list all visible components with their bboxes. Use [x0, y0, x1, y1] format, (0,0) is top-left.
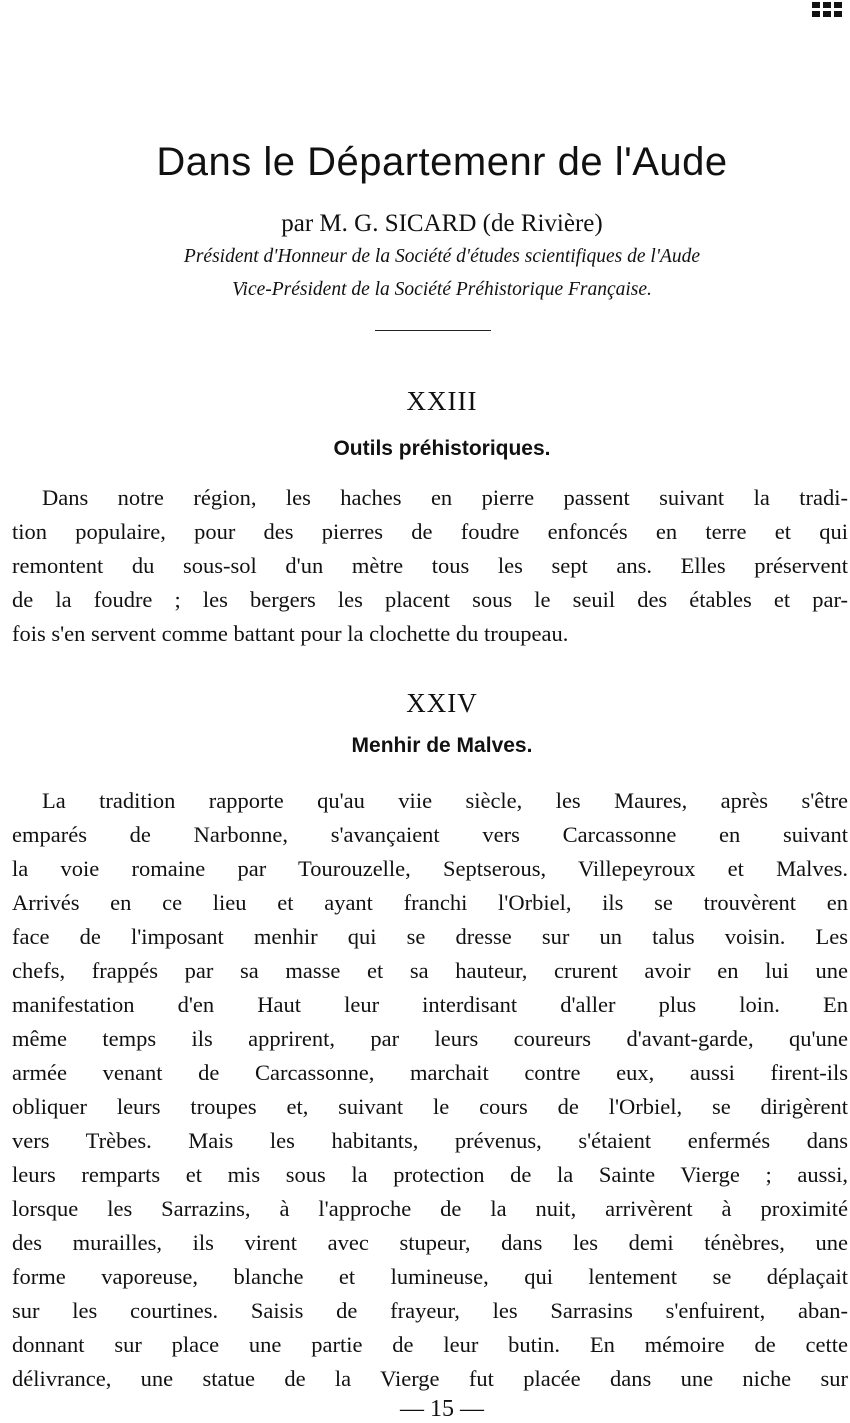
- section-paragraph: [12, 481, 848, 651]
- title-divider: [375, 330, 491, 331]
- section-heading: Outils préhistoriques.: [333, 437, 551, 460]
- text-line: remontent du sous-sol d'un mètre tous les sept ans. Elles préservent: [12, 553, 848, 578]
- text-line: manifestation d'en Haut leur interdisant d'aller plus loin. En: [12, 992, 848, 1017]
- text-line: lorsque les Sarrazins, à l'approche de la nuit, arrivèrent à proximité: [12, 1196, 848, 1221]
- text-line: chefs, frappés par sa masse et sa hauteur, crurent avoir en lui une: [12, 958, 848, 983]
- section-number: XXIV: [406, 688, 478, 718]
- text-line: Dans notre région, les haches en pierre passent suivant la tradi-: [42, 485, 848, 510]
- text-line: de la foudre ; les bergers les placent sous le seuil des étables et par-: [12, 587, 848, 612]
- text-line: fois s'en servent comme battant pour la clochette du troupeau.: [12, 621, 569, 646]
- affiliation-line: Président d'Honneur de la Société d'études scientifiques de l'Aude: [183, 246, 701, 267]
- text-line: leurs remparts et mis sous la protection de la Sainte Vierge ; aussi,: [12, 1162, 848, 1187]
- text-line: La tradition rapporte qu'au viie siècle, les Maures, après s'être: [42, 788, 848, 813]
- text-line: Arrivés en ce lieu et ayant franchi l'Orbiel, ils se trouvèrent en: [12, 890, 848, 915]
- text-line: emparés de Narbonne, s'avançaient vers Carcassonne en suivant: [12, 822, 848, 847]
- page-number: — 15 —: [400, 1396, 484, 1422]
- text-line: la voie romaine par Tourouzelle, Septserous, Villepeyroux et Malves.: [12, 856, 848, 881]
- section-paragraph: [12, 784, 848, 1396]
- section-number: XXIII: [406, 386, 478, 416]
- text-line: tion populaire, pour des pierres de foudre enfoncés en terre et qui: [12, 519, 848, 544]
- text-line: délivrance, une statue de la Vierge fut placée dans une niche sur: [12, 1366, 848, 1391]
- text-line: obliquer leurs troupes et, suivant le cours de l'Orbiel, se dirigèrent: [12, 1094, 848, 1119]
- affiliation-line: Vice-Président de la Société Préhistorique Française.: [232, 279, 652, 300]
- text-line: sur les courtines. Saisis de frayeur, les Sarrasins s'enfuirent, aban-: [12, 1298, 848, 1323]
- page-title: Dans le Départemenr de l'Aude: [156, 140, 728, 184]
- text-line: vers Trèbes. Mais les habitants, prévenus, s'étaient enfermés dans: [12, 1128, 848, 1153]
- section-heading: Menhir de Malves.: [351, 734, 533, 757]
- text-line: forme vaporeuse, blanche et lumineuse, qui lentement se déplaçait: [12, 1264, 848, 1289]
- text-line: des murailles, ils virent avec stupeur, dans les demi ténèbres, une: [12, 1230, 848, 1255]
- corner-printer-mark: [812, 2, 842, 17]
- text-line: face de l'imposant menhir qui se dresse sur un talus voisin. Les: [12, 924, 848, 949]
- text-line: même temps ils apprirent, par leurs coureurs d'avant-garde, qu'une: [12, 1026, 848, 1051]
- author-line: par M. G. SICARD (de Rivière): [281, 210, 603, 237]
- text-line: armée venant de Carcassonne, marchait contre eux, aussi firent-ils: [12, 1060, 848, 1085]
- text-line: donnant sur place une partie de leur butin. En mémoire de cette: [12, 1332, 848, 1357]
